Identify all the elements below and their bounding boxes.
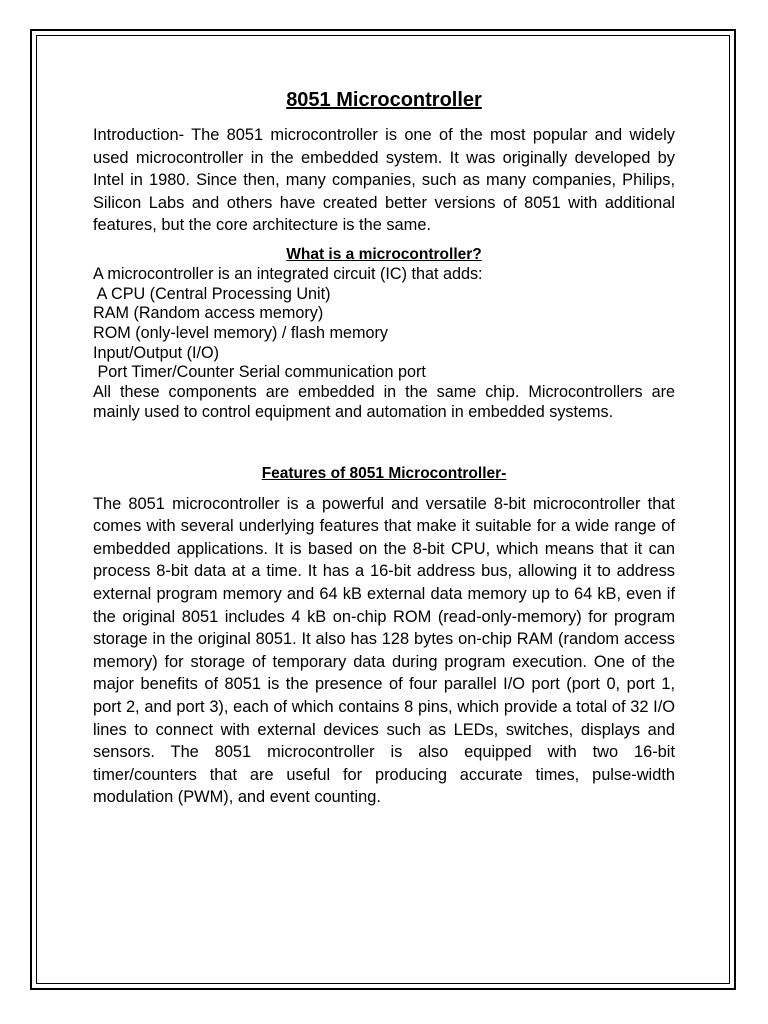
components-closing-text: All these components are embedded in the same chip. Microcontrollers are mainly used to control equipment and automation in embedded systems. [93,383,675,421]
list-item: Port Timer/Counter Serial communication port [93,363,426,382]
list-item: ROM (only-level memory) / flash memory [93,324,389,343]
features-paragraph: The 8051 microcontroller is a powerful and versatile 8-bit microcontroller that comes with several underlying features that make it suitable for a wide range of embedded applications. It is based on the 8-bit CPU, which means that it can process 8-bit data at a time. It has a 16-bit address bus, allowing it to address external program memory and 64 kB external data memory up to 64 kB, even if the original 8051 includes 4 kB on-chip ROM (read-only-memory) for program storage in the original 8051. It also has 128 bytes on-chip RAM (random access memory) for storage of temporary data during program execution. One of the major benefits of 8051 is the presence of four parallel I/O port (port 0, port 1, port 2, and port 3), each of which contains 8 pins, which provide a total of 32 I/O lines to connect with external devices such as LEDs, switches, displays and sensors. The 8051 microcontroller is also equipped with two 16-bit timer/counters that are useful for producing accurate times, pulse-width modulation (PWM), and event counting. [93,494,675,807]
list-item: RAM (Random access memory) [93,304,324,323]
intro-paragraph: Introduction- The 8051 microcontroller is one of the most popular and widely used microcontroller in the embedded system. It was originally developed by Intel in 1980. Since then, many companies, such as many companies, Philips, Silicon Labs and others have created better versions of 8051 with additional features, but the core architecture is the same. [93,126,675,235]
microcontroller-components-list [93,265,675,423]
document-title: 8051 Microcontroller [286,89,482,111]
list-item: A microcontroller is an integrated circuit (IC) that adds: [93,264,483,283]
features-heading: Features of 8051 Microcontroller- [261,464,507,482]
document-body [93,88,675,809]
list-item: Input/Output (I/O) [93,343,219,362]
what-is-microcontroller-heading: What is a microcontroller? [286,245,482,263]
list-item: A CPU (Central Processing Unit) [93,284,331,303]
